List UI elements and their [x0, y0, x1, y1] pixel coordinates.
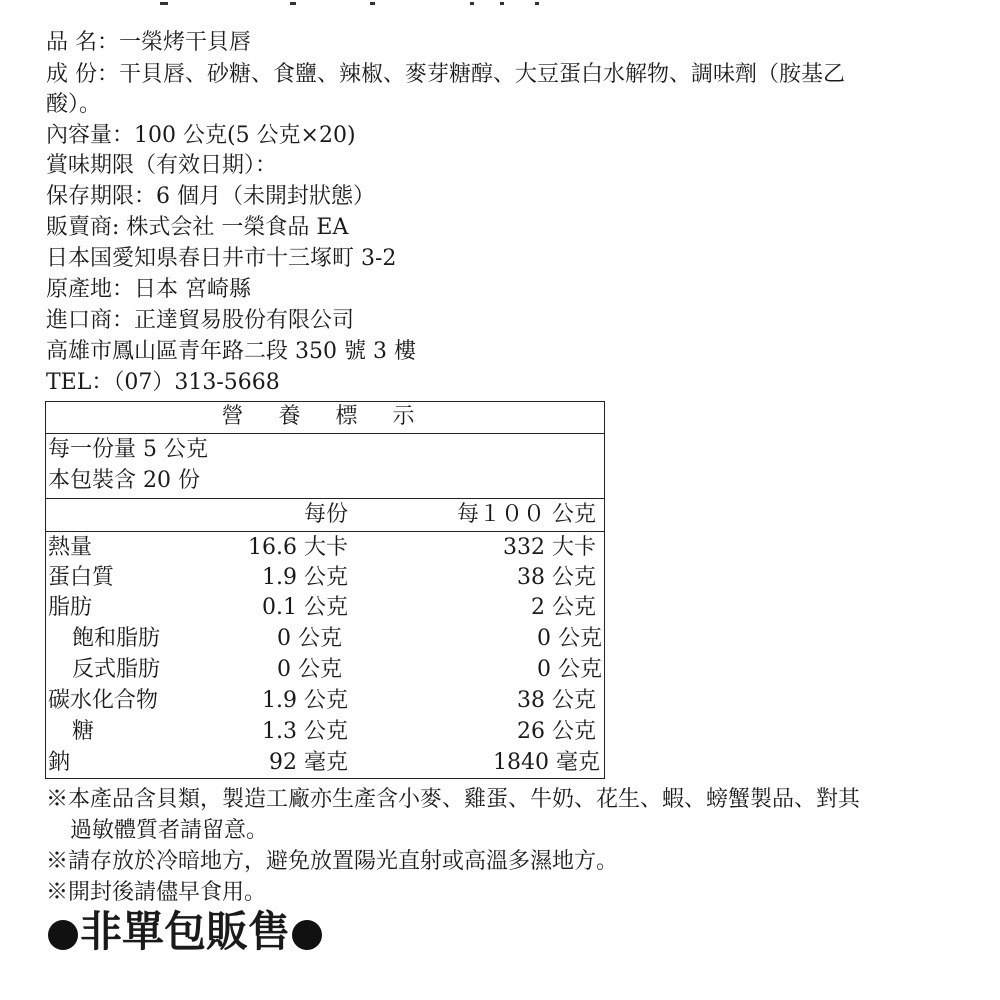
nutrient-per-serving: 1.9 公克 — [262, 565, 348, 590]
nutrition-title: 營 養 標 示 — [221, 404, 429, 429]
nutrient-per-serving: 0 公克 — [277, 657, 342, 682]
nutrition-row-trans-fat — [46, 655, 604, 685]
nutrition-row-carbohydrate — [46, 686, 604, 716]
nutrient-per-100g: 1840 毫克 — [493, 750, 600, 775]
nutrient-per-serving: 1.3 公克 — [262, 719, 348, 744]
nutrient-per-100g: 38 公克 — [517, 565, 596, 590]
origin: 原產地：日本 宮崎縣 — [46, 277, 251, 302]
servings-per-package: 本包裝含 20 份 — [48, 468, 200, 493]
nutrition-row-saturated-fat — [46, 624, 604, 654]
servings-per-package-row — [46, 466, 604, 496]
nutrient-name: 糖 — [72, 719, 95, 744]
nutrient-per-100g: 2 公克 — [531, 595, 596, 620]
nutrient-name: 脂肪 — [48, 595, 93, 620]
nutrient-per-100g: 26 公克 — [517, 719, 596, 744]
nutrition-row-protein — [46, 563, 604, 593]
nutrition-header-row — [46, 500, 604, 530]
column-header-per-100g: 每１００ 公克 — [457, 502, 596, 527]
importer-address: 高雄市鳳山區青年路二段 350 號 3 樓 — [46, 339, 416, 364]
nutrition-row-fat — [46, 593, 604, 623]
top-crop-marks — [140, 2, 560, 8]
nutrient-name: 反式脂肪 — [72, 657, 161, 682]
importer: 進口商：正達貿易股份有限公司 — [46, 308, 355, 333]
nutrition-title-row — [46, 402, 604, 432]
allergen-note-line-1: ※本產品含貝類，製造工廠亦生產含小麥、雞蛋、牛奶、花生、蝦、螃蟹製品、對其 — [46, 787, 861, 812]
black-circle-icon — [48, 920, 78, 950]
ingredients-line-1: 成 份：干貝唇、砂糖、食鹽、辣椒、麥芽糖醇、大豆蛋白水解物、調味劑（胺基乙 — [46, 62, 845, 87]
best-before: 賞味期限（有效日期）： — [46, 153, 278, 178]
nutrient-name: 飽和脂肪 — [72, 626, 161, 651]
nutrient-name: 蛋白質 — [48, 565, 115, 590]
banner-text: 非單包販售 — [80, 907, 291, 956]
shelf-life: 保存期限：6 個月（未開封狀態） — [46, 184, 375, 209]
tel: TEL：（07）313-5668 — [46, 370, 280, 395]
nutrient-per-serving: 0.1 公克 — [262, 595, 348, 620]
after-open-note: ※開封後請儘早食用。 — [46, 880, 267, 905]
nutrition-row-sugar — [46, 717, 604, 747]
storage-note: ※請存放於冷暗地方，避免放置陽光直射或高溫多濕地方。 — [46, 849, 619, 874]
nutrition-row-energy — [46, 533, 604, 563]
nutrient-per-100g: 0 公克 — [537, 657, 602, 682]
allergen-note-line-2: 過敏體質者請留意。 — [70, 818, 269, 843]
black-circle-icon — [292, 920, 322, 950]
seller-address: 日本国愛知県春日井市十三塚町 3-2 — [46, 246, 397, 271]
nutrient-name: 鈉 — [48, 750, 71, 775]
nutrient-per-serving: 16.6 大卡 — [248, 535, 348, 560]
nutrient-per-serving: 92 毫克 — [269, 750, 348, 775]
not-sold-individually-banner — [46, 906, 324, 958]
nutrient-per-100g: 332 大卡 — [503, 535, 596, 560]
nutrient-per-serving: 1.9 公克 — [262, 688, 348, 713]
nutrition-row-sodium — [46, 748, 604, 778]
product-name: 品 名：一榮烤干貝唇 — [46, 30, 251, 55]
nutrient-per-100g: 0 公克 — [537, 626, 602, 651]
nutrition-table — [45, 401, 605, 779]
serving-size: 每一份量 5 公克 — [48, 437, 208, 462]
nutrient-per-serving: 0 公克 — [277, 626, 342, 651]
ingredients-line-2: 酸）。 — [46, 92, 102, 117]
nutrient-name: 熱量 — [48, 535, 93, 560]
nutrient-per-100g: 38 公克 — [517, 688, 596, 713]
serving-size-row — [46, 435, 604, 465]
seller: 販賣商: 株式会社 一榮食品 EA — [46, 215, 349, 240]
column-header-per-serving: 每份 — [303, 502, 348, 527]
net-content: 內容量：100 公克(5 公克×20) — [46, 123, 356, 148]
nutrient-name: 碳水化合物 — [48, 688, 159, 713]
